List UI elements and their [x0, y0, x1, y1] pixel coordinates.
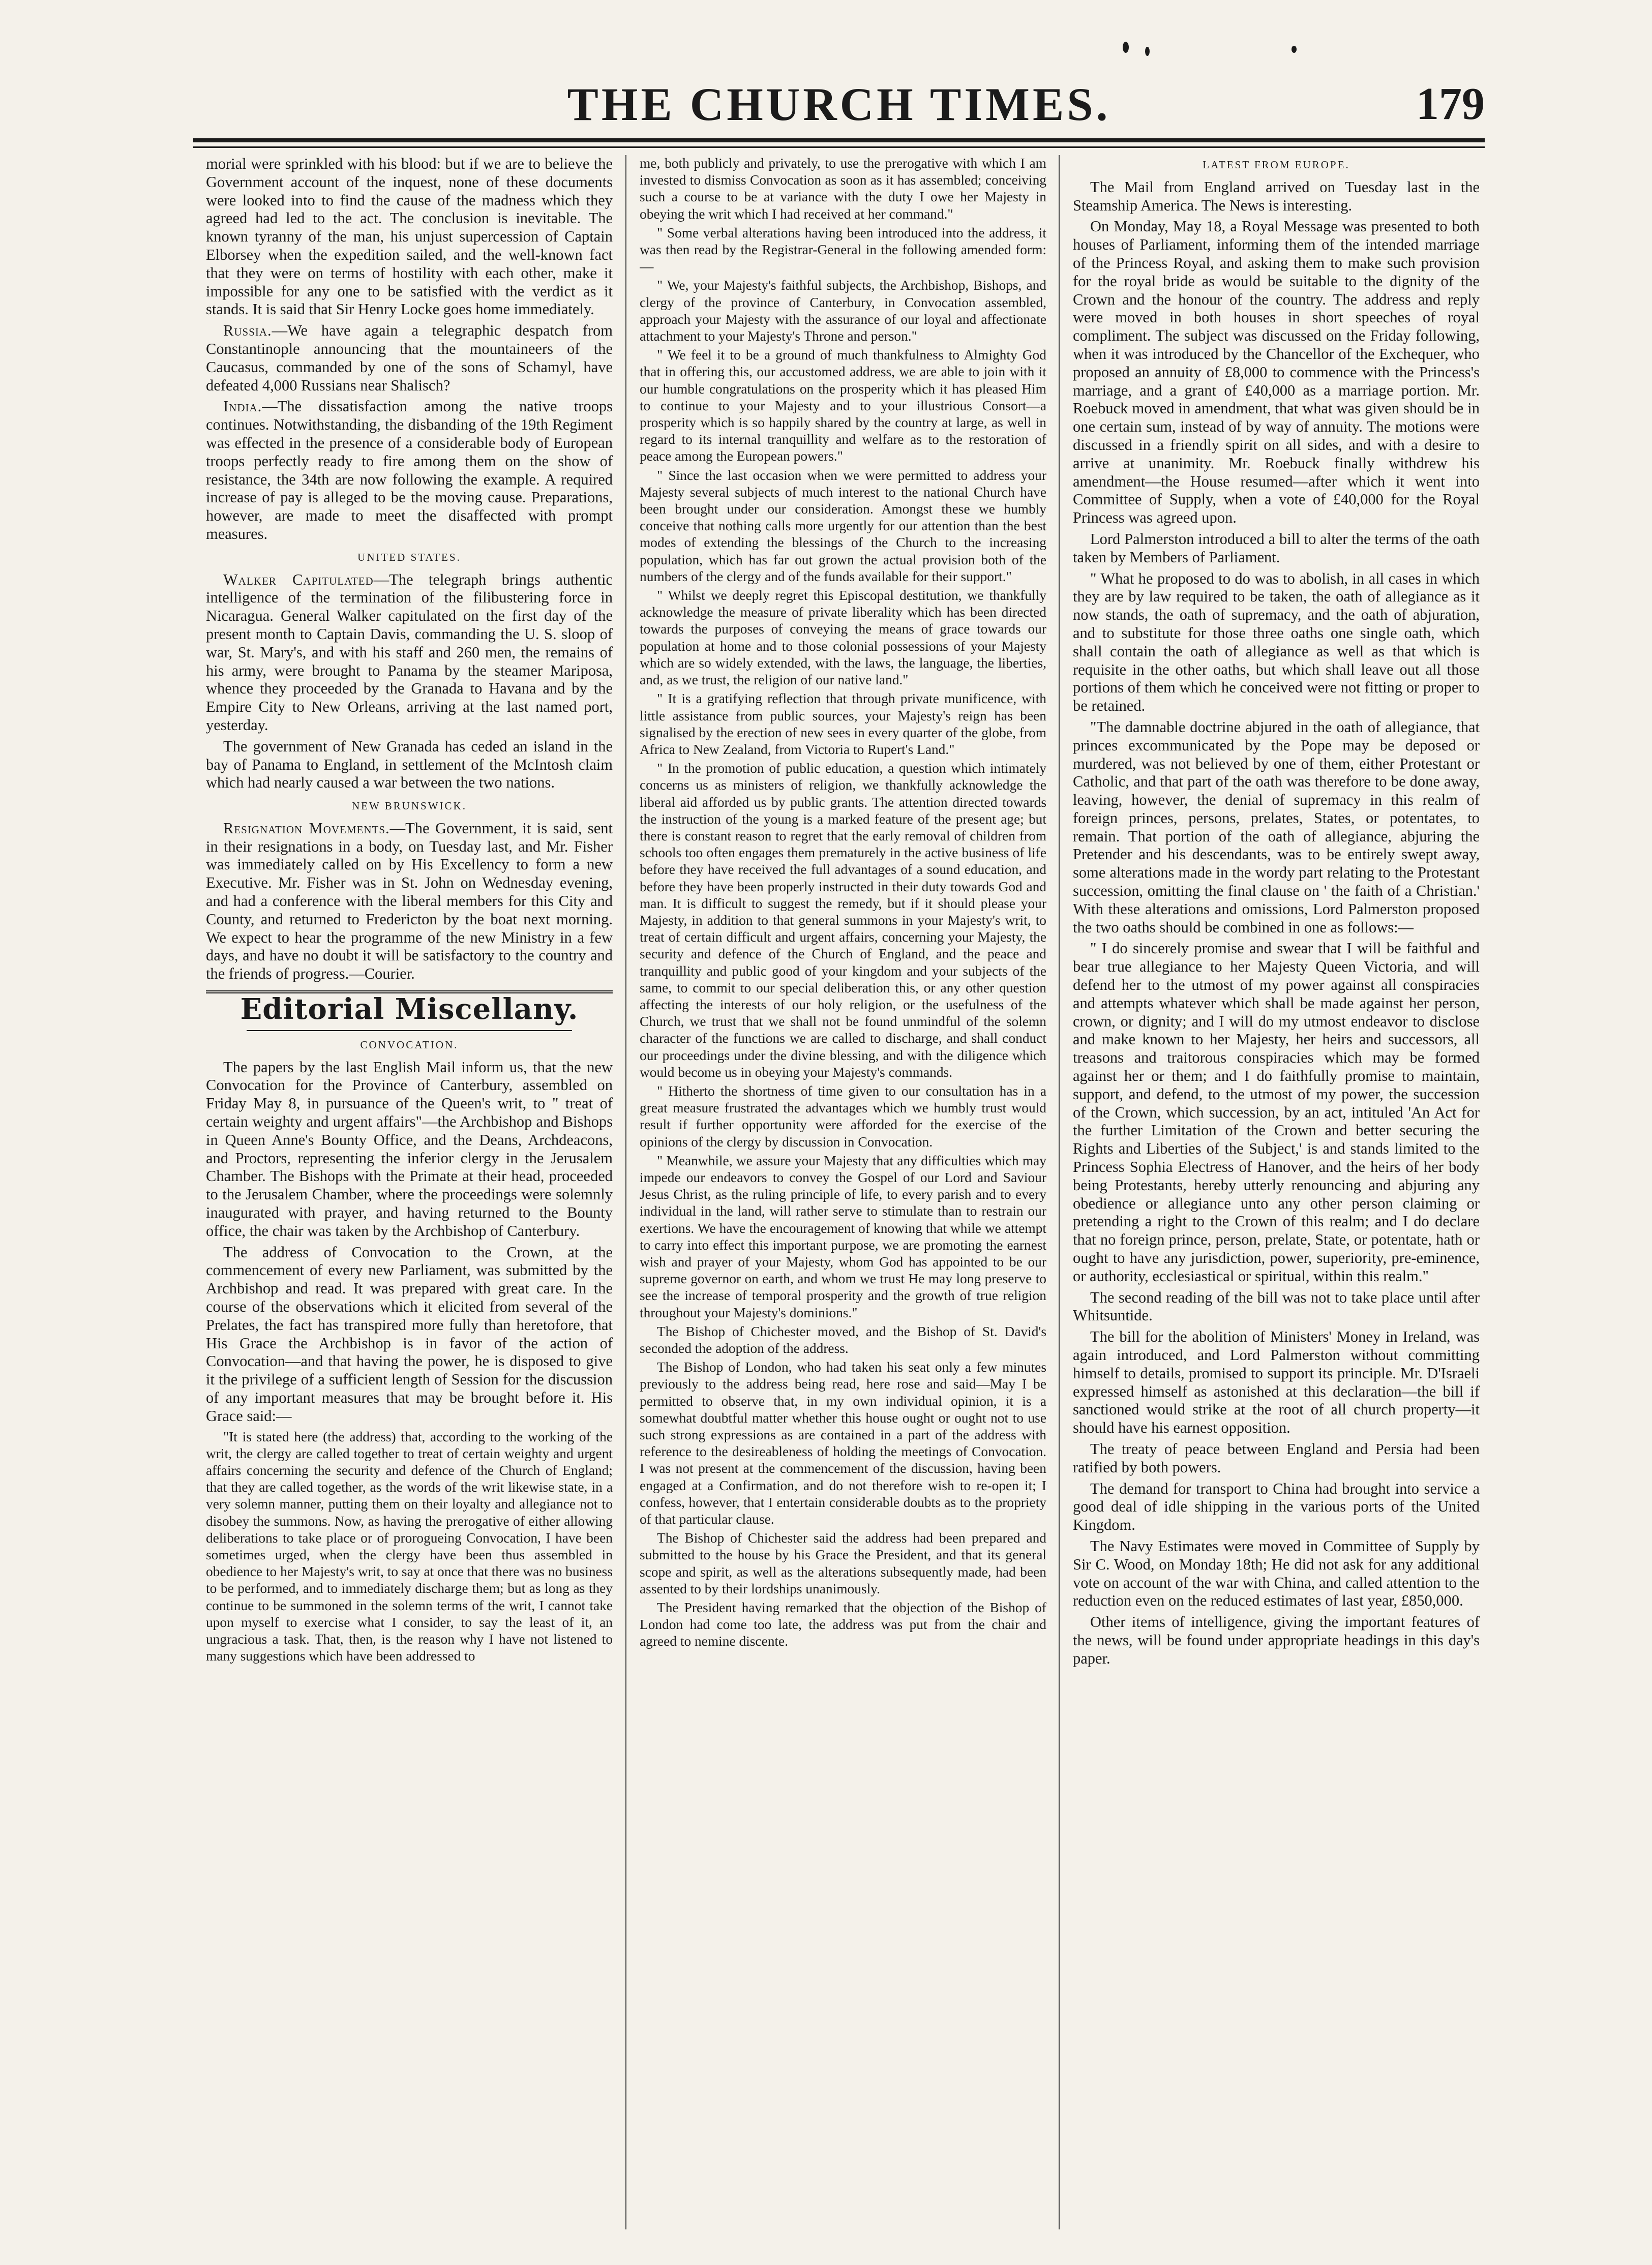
masthead-title: THE CHURCH TIMES. — [567, 78, 1111, 130]
quoted-paragraph: The Bishop of Chichester said the address had been prepared and submitted to the house by his Grace the President, and that its general scope and spirit, as well as the alterations subsequently made, had been assented to by their lordships unanimously. — [640, 1530, 1046, 1596]
quoted-paragraph: The Bishop of London, who had taken his seat only a few minutes previously to the address being read, here rose and said—May I be permitted to observe that, in my own individual opinion, it is a somewhat doubtful matter whether this house ought or ought not to use such strong expressions as are contained in a part of the address with reference to the desireableness of holding the meetings of Convocation. I was not present at the commencement of the discussion, having been engaged at a Confirmation, and do not therefore wish to re-open it; I confess, however, that I entertain considerable doubts as to the propriety of that particular clause. — [640, 1360, 1046, 1527]
article-paragraph: The government of New Granada has ceded an island in the bay of Panama to England, in settlement of the McIntosh claim which had nearly caused a war between the two nations. — [206, 737, 613, 792]
quoted-paragraph: " We feel it to be a ground of much thankfulness to Almighty God that in offering this, our accustomed address, we are able to join with it our humble congratulations on the prosperity which it has pleased Him to continue to your Majesty and to your illustrious Consort—a prosperity which is so happily shared by the country at large, as well in regard to its internal tranquillity and welfare as to the restoration of peace among the European powers." — [640, 347, 1046, 464]
paragraph-lead: Walker Capitulated — [223, 570, 374, 588]
column-divider — [625, 155, 626, 2229]
article-paragraph: morial were sprinkled with his blood: but if we are to believe the Government account of the inquest, none of these documents were looked into to find the cause of the madness which they agreed had led to the act. The conclusion is inevitable. The known tyranny of the man, his unjust supercession of Captain Elborsey when the expedition sailed, and the well-known fact that they were on terms of hostility with each other, make it impossible for any one to be satisfied with the verdict as it stands. It is said that Sir Henry Locke goes home immediately. — [206, 155, 613, 318]
quoted-paragraph: The Bishop of Chichester moved, and the Bishop of St. David's seconded the adoption of the address. — [640, 1323, 1046, 1356]
column-divider — [1059, 155, 1060, 2229]
quoted-paragraph: " Some verbal alterations having been introduced into the address, it was then read by the Registrar-General in the following amended form:— — [640, 225, 1046, 275]
article-paragraph: Lord Palmerston introduced a bill to alter the terms of the oath taken by Members of Parliament. — [1073, 530, 1480, 566]
quoted-paragraph: me, both publicly and privately, to use the prerogative with which I am invested to dismiss Convocation as soon as it has assembled; conceiving such a course to be at variance with the duty I owe her Majesty in obeying the writ which I had received at her command." — [640, 156, 1046, 222]
quoted-paragraph: " We, your Majesty's faithful subjects, the Archbishop, Bishops, and clergy of the province of Canterbury, in Convocation assembled, approach your Majesty with the assurance of our loyal and affectionate attachment to your Majesty's Throne and person." — [640, 278, 1046, 344]
paragraph-body: —We have again a telegraphic despatch from Constantinople announcing that the mountaineers of the Caucasus, commanded by one of the sons of Schamyl, have defeated 4,000 Russians near Shalisch? — [206, 322, 613, 394]
column-three — [1073, 155, 1480, 2229]
quoted-paragraph: " It is a gratifying reflection that through private munificence, with little assistance from public sources, your Majesty's reign has been signalised by the erection of new sees in every quarter of the globe, from Africa to New Zealand, from Victoria to Rupert's Land." — [640, 691, 1046, 757]
column-two — [640, 155, 1046, 2229]
article-paragraph — [206, 820, 613, 983]
paragraph-body: —The dissatisfaction among the native troops continues. Notwithstanding, the disbanding of the 19th Regiment was effected in the presence of a considerable body of European troops perfectly ready to fire among them on the show of resistance, the 34th are now following the example. A required increase of pay is alleged to be the moving cause. Preparations, however, are made to meet the disaffected with prompt measures. — [206, 398, 613, 542]
article-paragraph: The Mail from England arrived on Tuesday last in the Steamship America. The News is interesting. — [1073, 178, 1480, 214]
quoted-paragraph: " Whilst we deeply regret this Episcopal destitution, we thankfully acknowledge the measure of private liberality which has been directed towards the purposes of conveying the means of grace towards our population at home and to those colonial possessions of your Majesty which are so widely extended, with the laws, the language, the liberties, and, as we trust, the religion of our native land." — [640, 588, 1046, 688]
page-number: 179 — [1416, 79, 1485, 129]
article-paragraph: " What he proposed to do was to abolish, in all cases in which they are by law required to be taken, the oath of allegiance as it now stands, the oath of supremacy, and the oath of abjuration, and to substitute for those three oaths one single oath, which shall contain the oath of allegiance as well as that which is requisite in the other oaths, but which shall leave out all those portions of them which he conceived were not fitting or proper to be retained. — [1073, 569, 1480, 715]
section-subheading: CONVOCATION. — [360, 1038, 459, 1051]
article-paragraph: The bill for the abolition of Ministers' Money in Ireland, was again introduced, and Lord Palmerston without committing himself to details, promised to support its principle. Mr. D'Israeli expressed himself as astonished at this declaration—the bill if sanctioned would strike at the root of all church property—it should have his earnest opposition. — [1073, 1328, 1480, 1437]
paragraph-lead: India. — [223, 398, 262, 415]
header-rule-thin — [193, 146, 1485, 148]
quoted-paragraph: The President having remarked that the objection of the Bishop of London had come too late, the address was put from the chair and agreed to nemine discente. — [640, 1600, 1046, 1649]
article-paragraph: The address of Convocation to the Crown, at the commencement of every new Parliament, was submitted by the Archbishop and read. It was prepared with great care. In the course of the observations which it elicited from several of the Prelates, the fact has transpired more fully than heretofore, that His Grace the Archbishop is in favor of the action of Convocation—and that having the power, he is disposed to give it the privilege of a sufficient length of Session for the discussion of any important measures that may be brought before it. His Grace said:— — [206, 1243, 613, 1425]
article-paragraph: The demand for transport to China had brought into service a good deal of idle shipping in the various ports of the United Kingdom. — [1073, 1479, 1480, 1534]
page-header — [193, 76, 1485, 132]
article-paragraph — [206, 398, 613, 543]
ink-speck-mark — [1291, 46, 1297, 53]
article-paragraph: The treaty of peace between England and Persia had been ratified by both powers. — [1073, 1440, 1480, 1476]
article-paragraph: "The damnable doctrine abjured in the oath of allegiance, that princes excommunicated by the Pope may be deposed or murdered, was not believed by one of them, either Protestant or Catholic, and that part of the oath was therefore to be done away, leaving, however, the denial of supremacy in this realm of foreign princes, persons, prelates, States, or potentates, to remain. That portion of the oath of allegiance, abjuring the Pretender and his descendants, was to be entirely swept away, some alterations made in the wordy part relating to the Protestant succession, omitting the final clause on ' the faith of a Christian.' With these alterations and omissions, Lord Palmerston proposed the two oaths should be combined in one as follows:— — [1073, 718, 1480, 936]
column-one — [206, 155, 613, 2229]
article-paragraph — [206, 322, 613, 395]
article-paragraph: Other items of intelligence, giving the important features of the news, will be found under appropriate headings in this day's paper. — [1073, 1613, 1480, 1667]
article-paragraph: " I do sincerely promise and swear that I will be faithful and bear true allegiance to her Majesty Queen Victoria, and will defend her to the utmost of my power against all conspiracies and attempts whatever which shall be made against her person, crown, or dignity; and I will do my utmost endeavor to disclose and make known to her Majesty, her heirs and successors, all treasons and traitorous conspiracies which may be formed against her or them; and I do faithfully promise to maintain, support, and defend, to the utmost of my power, the succession of the Crown, which succession, by an act, intituled 'An Act for the further Limitation of the Crown and better securing the Rights and Liberties of the Subject,' is and stands limited to the Princess Sophia Electress of Hanover, and the heirs of her body being Protestants, hereby utterly renouncing and abjuring any obedience or allegiance unto any other person claiming or pretending a right to the Crown of this realm; and I do declare that no foreign prince, person, prelate, State, or potentate, hath or ought to have any jurisdiction, power, superiority, pre-eminence, or authority, ecclesiastical or spiritual, within this realm." — [1073, 940, 1480, 1285]
quoted-paragraph: "It is stated here (the address) that, according to the working of the writ, the clergy are called together to treat of certain weighty and urgent affairs concerning the security and defence of the Church of England; that they are called together, as the words of the writ likewise state, in a very solemn manner, putting them on their loyalty and allegiance not to disobey the summons. Now, as having the prerogative of either allowing deliberations to take place or of prorogueing Convocation, I have been sometimes urged, when the clergy have been thus assembled in obedience to her Majesty's writ, to say at once that there was no business to be performed, and to immediately discharge them; but as long as they continue to be summoned in the solemn terms of the writ, I cannot take upon myself to exercise what I consider, to say the least of it, an ungracious a task. That, then, is the reason why I have not listened to many suggestions which have been addressed to — [206, 1429, 613, 1664]
article-paragraph: The Navy Estimates were moved in Committee of Supply by Sir C. Wood, on Monday 18th; He did not ask for any additional vote on account of the war with China, and called attention to the reduction even on the reduced estimates of last year, £850,000. — [1073, 1537, 1480, 1610]
article-paragraph: The papers by the last English Mail inform us, that the new Convocation for the Province of Canterbury, assembled on Friday May 8, in pursuance of the Queen's writ, to " treat of certain weighty and urgent affairs"—the Archbishop and Bishops in Queen Anne's Bounty Office, and the Deans, Archdeacons, and Proctors, representing the inferior clergy in the Jerusalem Chamber. The Bishops with the Primate at their head, proceeded to the Jerusalem Chamber, where the proceedings were solemnly inaugurated with prayer, and having returned to the Bounty office, the chair was taken by the Archbishop of Canterbury. — [206, 1058, 613, 1240]
article-paragraph — [206, 571, 613, 735]
article-paragraph: The second reading of the bill was not to take place until after Whitsuntide. — [1073, 1288, 1480, 1324]
article-paragraph: On Monday, May 18, a Royal Message was presented to both houses of Parliament, informing them of the intended marriage of the Princess Royal, and asking them to make such provision for the royal bride as would be suitable to the dignity of the Crown and the honour of the country. The address and reply were moved in both houses in short speeches of royal compliment. The subject was discussed on the Friday following, when it was introduced by the Chancellor of the Exchequer, who proposed an annuity of £8,000 to commence with the Princess's marriage, and a grant of £40,000 as a marriage portion. Mr. Roebuck moved in amendment, that what was given should be in one certain sum, instead of by way of annuity. The motions were discussed in a friendly spirit on all sides, and with a desire to arrive at unanimity. Mr. Roebuck finally withdrew his amendment—the House resumed—after which it went into Committee of Supply, when a vote of £40,000 for the Royal Princess was agreed upon. — [1073, 218, 1480, 527]
paragraph-body: —The Government, it is said, sent in their resignations in a body, on Tuesday last, and Mr. Fisher was immediately called on by His Excellency to form a new Executive. Mr. Fisher was in St. John on Wednesday evening, and had a conference with the liberal members for this City and County, and returned to Fredericton by the boat next morning. We expect to hear the programme of the new Ministry in a few days, and have no doubt it will be satisfactory to the country and the friends of progress.—Courier. — [206, 819, 613, 983]
quoted-paragraph: " Meanwhile, we assure your Majesty that any difficulties which may impede our endeavors to convey the Gospel of our Lord and Saviour Jesus Christ, as the ruling principle of life, to every parish and to every individual in the land, will rather serve to stimulate than to restrain our exertions. We have the encouragement of knowing that while we attempt to carry into effect this important purpose, we are promoting the earnest wish and prayer of your Majesty, whom God has appointed to be our supreme governor on earth, and whom we trust He may long preserve to see the increase of temporal prosperity and the growth of true religion throughout your Majesty's dominions." — [640, 1153, 1046, 1320]
paragraph-body: —The telegraph brings authentic intelligence of the termination of the filibustering force in Nicaragua. General Walker capitulated on the first day of the present month to Captain Davis, commanding the U. S. sloop of war, St. Mary's, and with his staff and 260 men, the remains of his army, were brought to Panama by the steamer Mariposa, whence they proceeded by the Granada to Havana and by the Empire City to New Orleans, arriving at the last named port, yesterday. — [206, 570, 613, 734]
paragraph-lead: Resignation Movements. — [223, 819, 390, 837]
section-subheading: NEW BRUNSWICK. — [352, 800, 467, 812]
ink-speck-mark — [1145, 47, 1150, 56]
section-subheading: LATEST FROM EUROPE. — [1203, 159, 1350, 171]
department-heading: Editorial Miscellany. — [206, 990, 613, 1031]
paragraph-lead: Russia. — [223, 322, 272, 340]
quoted-paragraph: " Hitherto the shortness of time given to our consultation has in a great measure frustrated the advantages which we humbly trust would result if further opportunity were afforded for the exercise of the opinions of the clergy by discussion in Convocation. — [640, 1083, 1046, 1150]
quoted-paragraph: " In the promotion of public education, a question which intimately concerns us as ministers of religion, we thankfully acknowledge the liberal aid afforded us by public grants. The attention directed towards the instruction of the young is a marked feature of the present age; but there is constant reason to regret that the early removal of children from schools too often engages them prematurely in the active business of life before they have received the full advantages of a sound education, and before they have been properly instructed in their duty towards God and man. It is difficult to suggest the remedy, but if it should please your Majesty, in addition to that general summons in your Majesty's writ, to treat of certain difficult and urgent affairs, concerning your Majesty, the security and defence of the Church of England, and the peace and tranquillity and public good of your kingdom and your subjects of the same, to commit to our special deliberation this, or any other question affecting the interests of our holy religion, or the usefulness of the Church, we trust that we shall not be found unmindful of the solemn character of the functions we are called to discharge, and shall conduct our proceedings under the divine blessing, and with the diligence which would become us in obeying your Majesty's commands. — [640, 761, 1046, 1080]
header-rule-thick — [193, 138, 1485, 142]
ink-speck-mark — [1123, 42, 1129, 53]
section-subheading: UNITED STATES. — [357, 551, 461, 563]
quoted-paragraph: " Since the last occasion when we were permitted to address your Majesty several subjects of much interest to the national Church have been brought under our consideration. Amongst these we humbly conceive that nothing calls more urgently for our attention than the best modes of extending the blessings of the Church to the increasing population, which has far out grown the actual provision both of the numbers of the clergy and of the funds available for their support." — [640, 467, 1046, 584]
